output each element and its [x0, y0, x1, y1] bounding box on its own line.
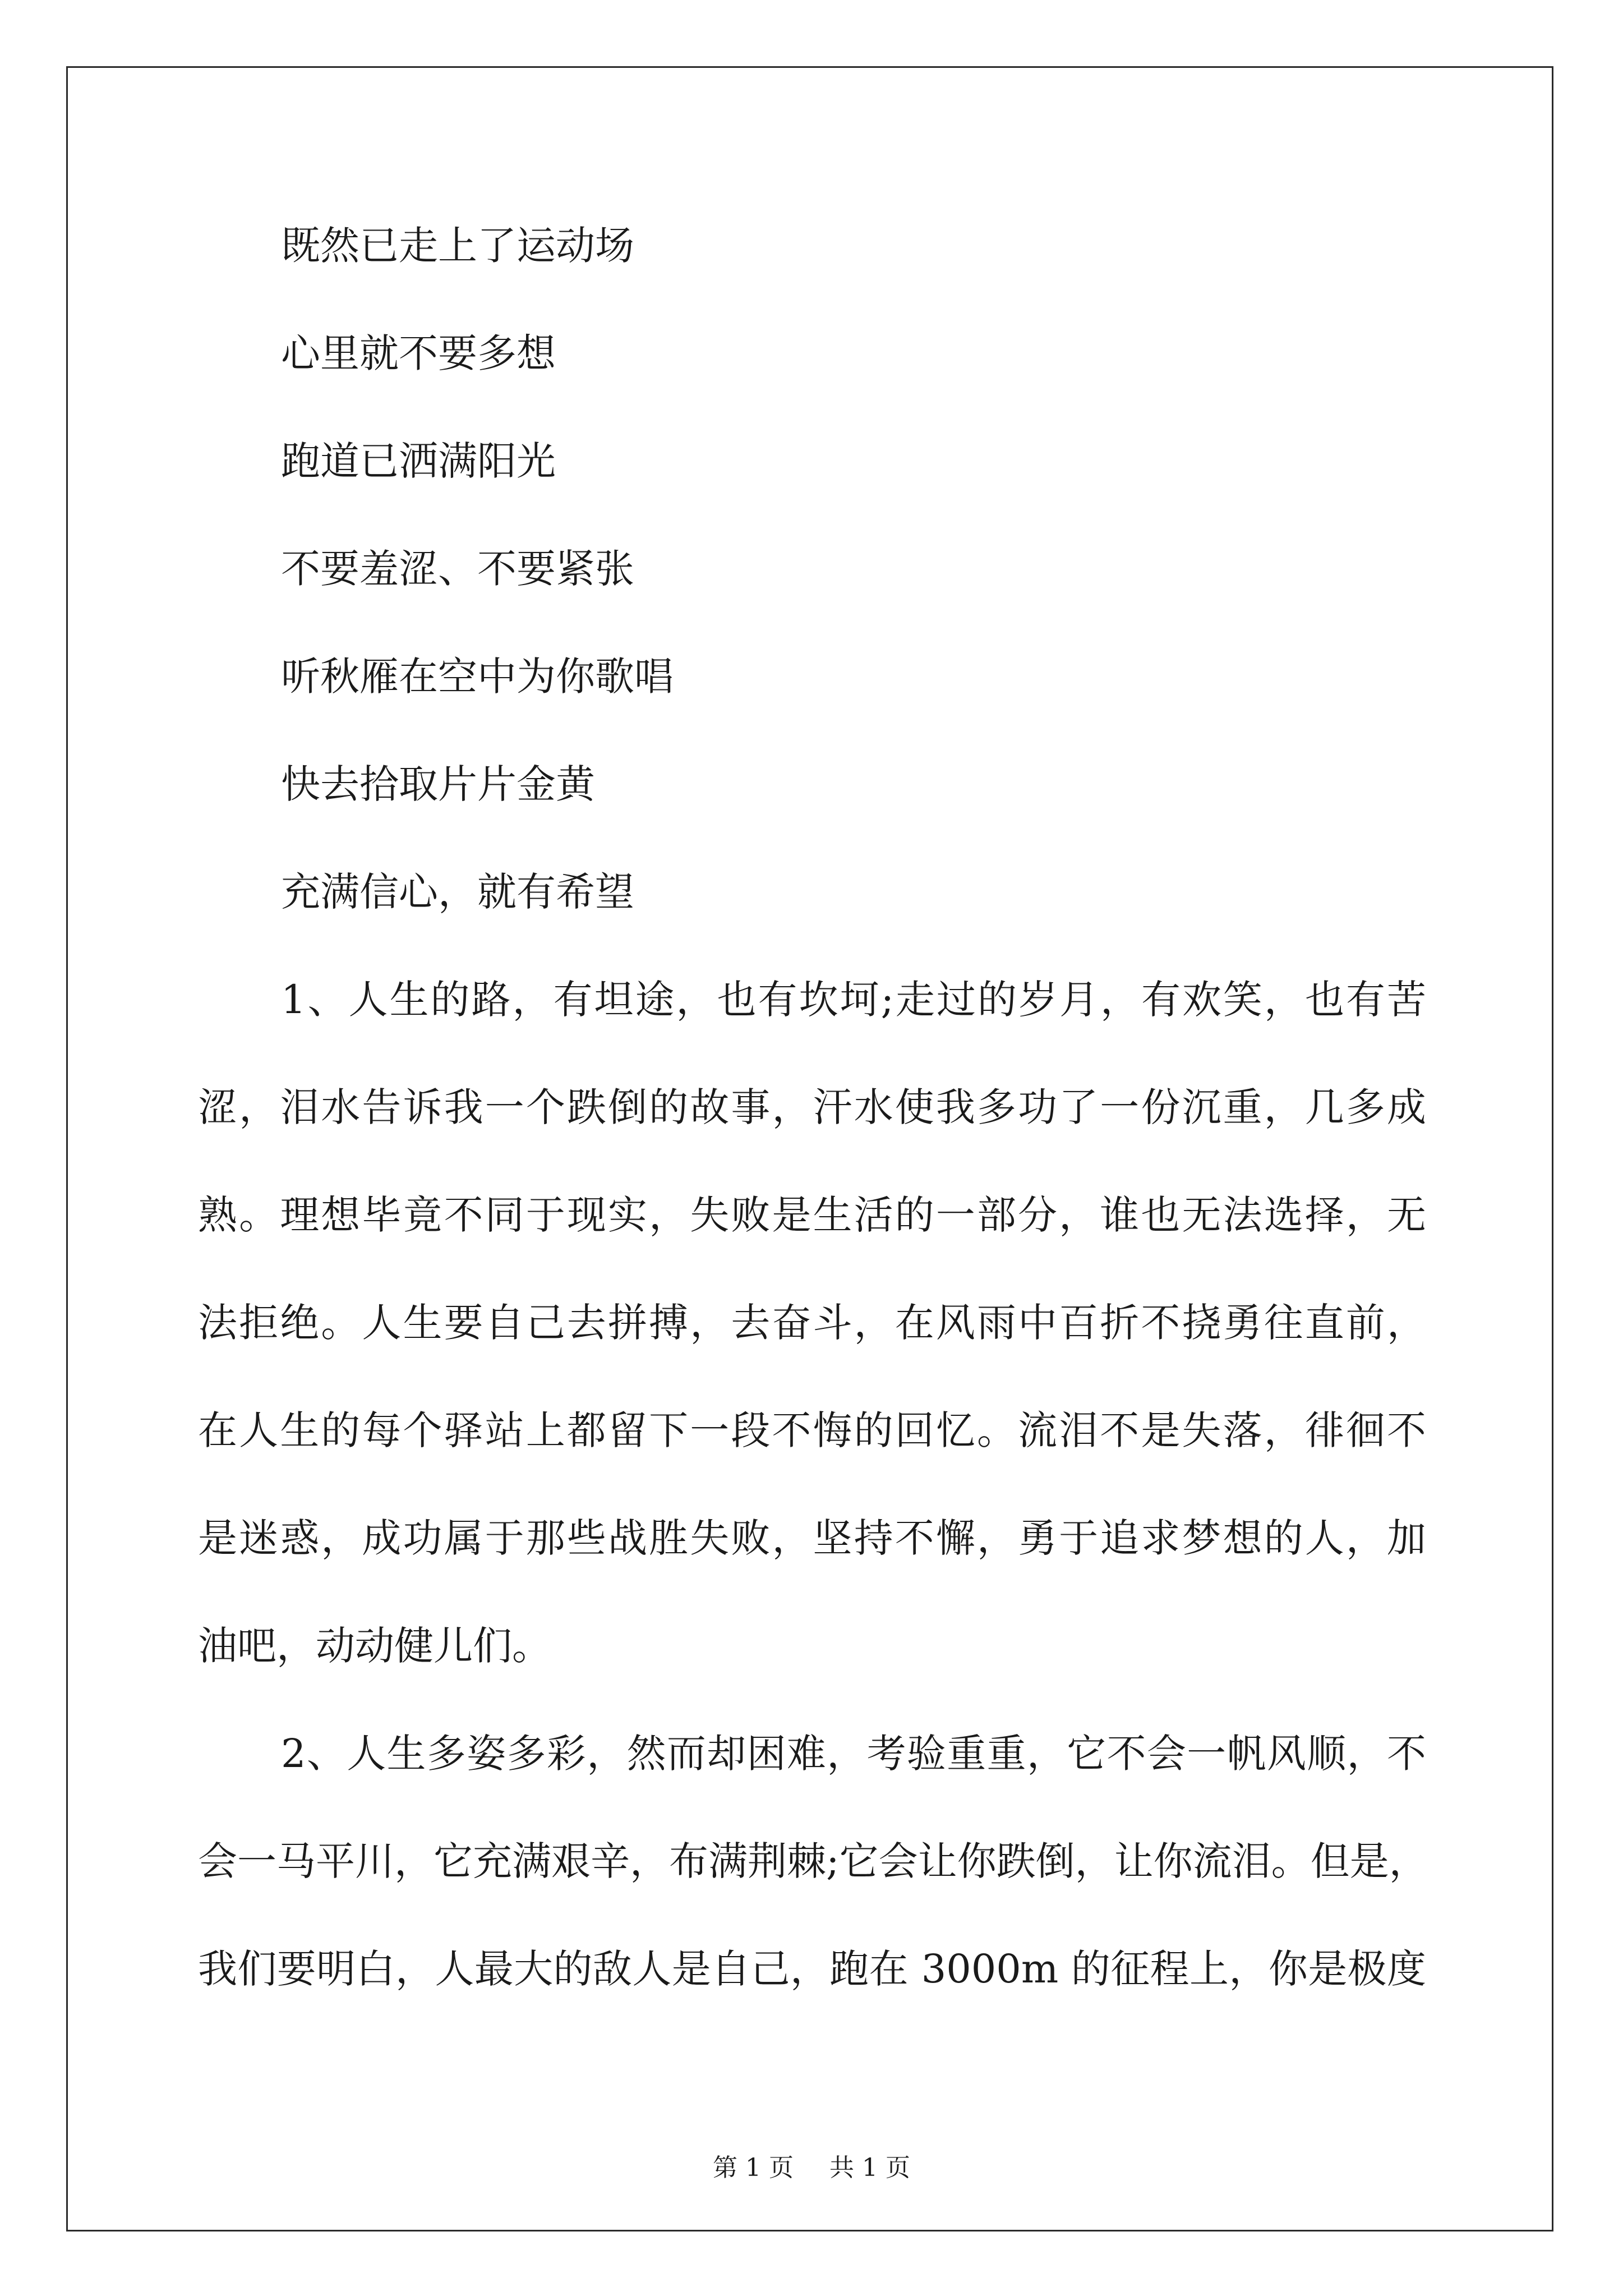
paragraph-1: [198, 973, 1426, 1673]
paragraph-line: 2、人生多姿多彩，然而却困难，考验重重，它不会一帆风顺，不: [281, 1731, 1426, 1777]
paragraph-line: 熟。理想毕竟不同于现实，失败是生活的一部分，谁也无法选择，无: [198, 1192, 1426, 1238]
paragraph-line: 会一马平川，它充满艰辛，布满荆棘;它会让你跌倒，让你流泪。但是，: [198, 1838, 1428, 1884]
verse-line: 心里就不要多想: [281, 330, 556, 376]
paragraph-line: 法拒绝。人生要自己去拼搏，去奋斗，在风雨中百折不挠勇往直前，: [198, 1300, 1426, 1346]
paragraph-line: 是迷惑，成功属于那些战胜失败，坚持不懈，勇于追求梦想的人，加: [198, 1515, 1426, 1561]
verse-line: 听秋雁在空中为你歌唱: [281, 654, 674, 700]
paragraph-line: 油吧，动动健儿们。: [198, 1623, 551, 1669]
paragraph-2: [198, 1727, 1426, 1996]
verse-line: 充满信心，就有希望: [281, 869, 634, 915]
verse-line: 不要羞涩、不要紧张: [281, 546, 634, 592]
paragraph-line: 涩，泪水告诉我一个跌倒的故事，汗水使我多功了一份沉重，几多成: [198, 1084, 1426, 1130]
document-body: [198, 219, 1426, 2050]
page-total: 共 1 页: [829, 2154, 910, 2182]
verse-line: 跑道已洒满阳光: [281, 438, 556, 484]
paragraph-line: 1、人生的路，有坦途，也有坎坷;走过的岁月，有欢笑，也有苦: [281, 977, 1426, 1023]
verse-line: 既然已走上了运动场: [281, 223, 634, 269]
page-footer: [0, 2147, 1623, 2183]
verse-line: 快去拾取片片金黄: [281, 761, 595, 807]
paragraph-line: 我们要明白，人最大的敌人是自己，跑在 3000m 的征程上，你是极度: [198, 1946, 1426, 1992]
paragraph-line: 在人生的每个驿站上都留下一段不悔的回忆。流泪不是失落，徘徊不: [198, 1407, 1426, 1453]
page-number: 第 1 页: [713, 2154, 794, 2182]
